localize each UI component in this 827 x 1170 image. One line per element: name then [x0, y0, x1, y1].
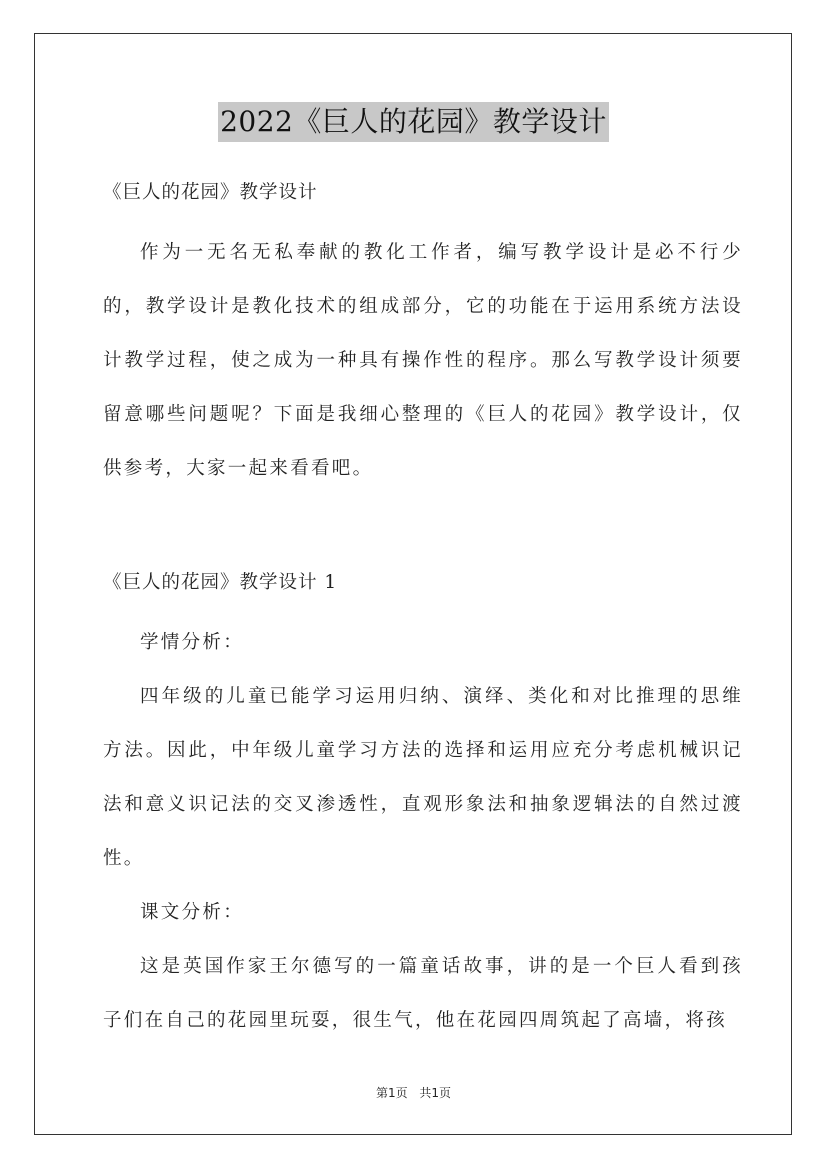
analysis-paragraph: 四年级的儿童已能学习运用归纳、演绎、类化和对比推理的思维方法。因此，中年级儿童学习方法的选择和运用应充分考虑机械识记法和意义识记法的交叉渗透性，直观形象法和抽象逻辑法的自然过渡性。 [103, 686, 743, 869]
section-heading: 《巨人的花园》教学设计 1 [103, 572, 338, 593]
analysis-paragraph: 这是英国作家王尔德写的一篇童话故事，讲的是一个巨人看到孩子们在自己的花园里玩耍，很生气，他在花园四周筑起了高墙，将孩 [103, 956, 743, 1031]
page-total: 共1页 [419, 1086, 452, 1100]
analysis-label: 课文分析： [140, 902, 245, 923]
intro-paragraph: 作为一无名无私奉献的教化工作者，编写教学设计是必不行少的，教学设计是教化技术的组成部分，它的功能在于运用系统方法设计教学过程，使之成为一种具有操作性的程序。那么写教学设计须要留意哪些问题呢？下面是我细心整理的《巨人的花园》教学设计，仅供参考，大家一起来看看吧。 [103, 242, 743, 479]
analysis-label: 学情分析： [140, 632, 245, 653]
document-subtitle: 《巨人的花园》教学设计 [103, 182, 318, 203]
document-body [103, 172, 743, 1048]
page-number: 第1页 [375, 1086, 408, 1100]
title-container [0, 102, 827, 142]
document-title: 2022《巨人的花园》教学设计 [218, 102, 609, 142]
page-footer [0, 1084, 827, 1101]
